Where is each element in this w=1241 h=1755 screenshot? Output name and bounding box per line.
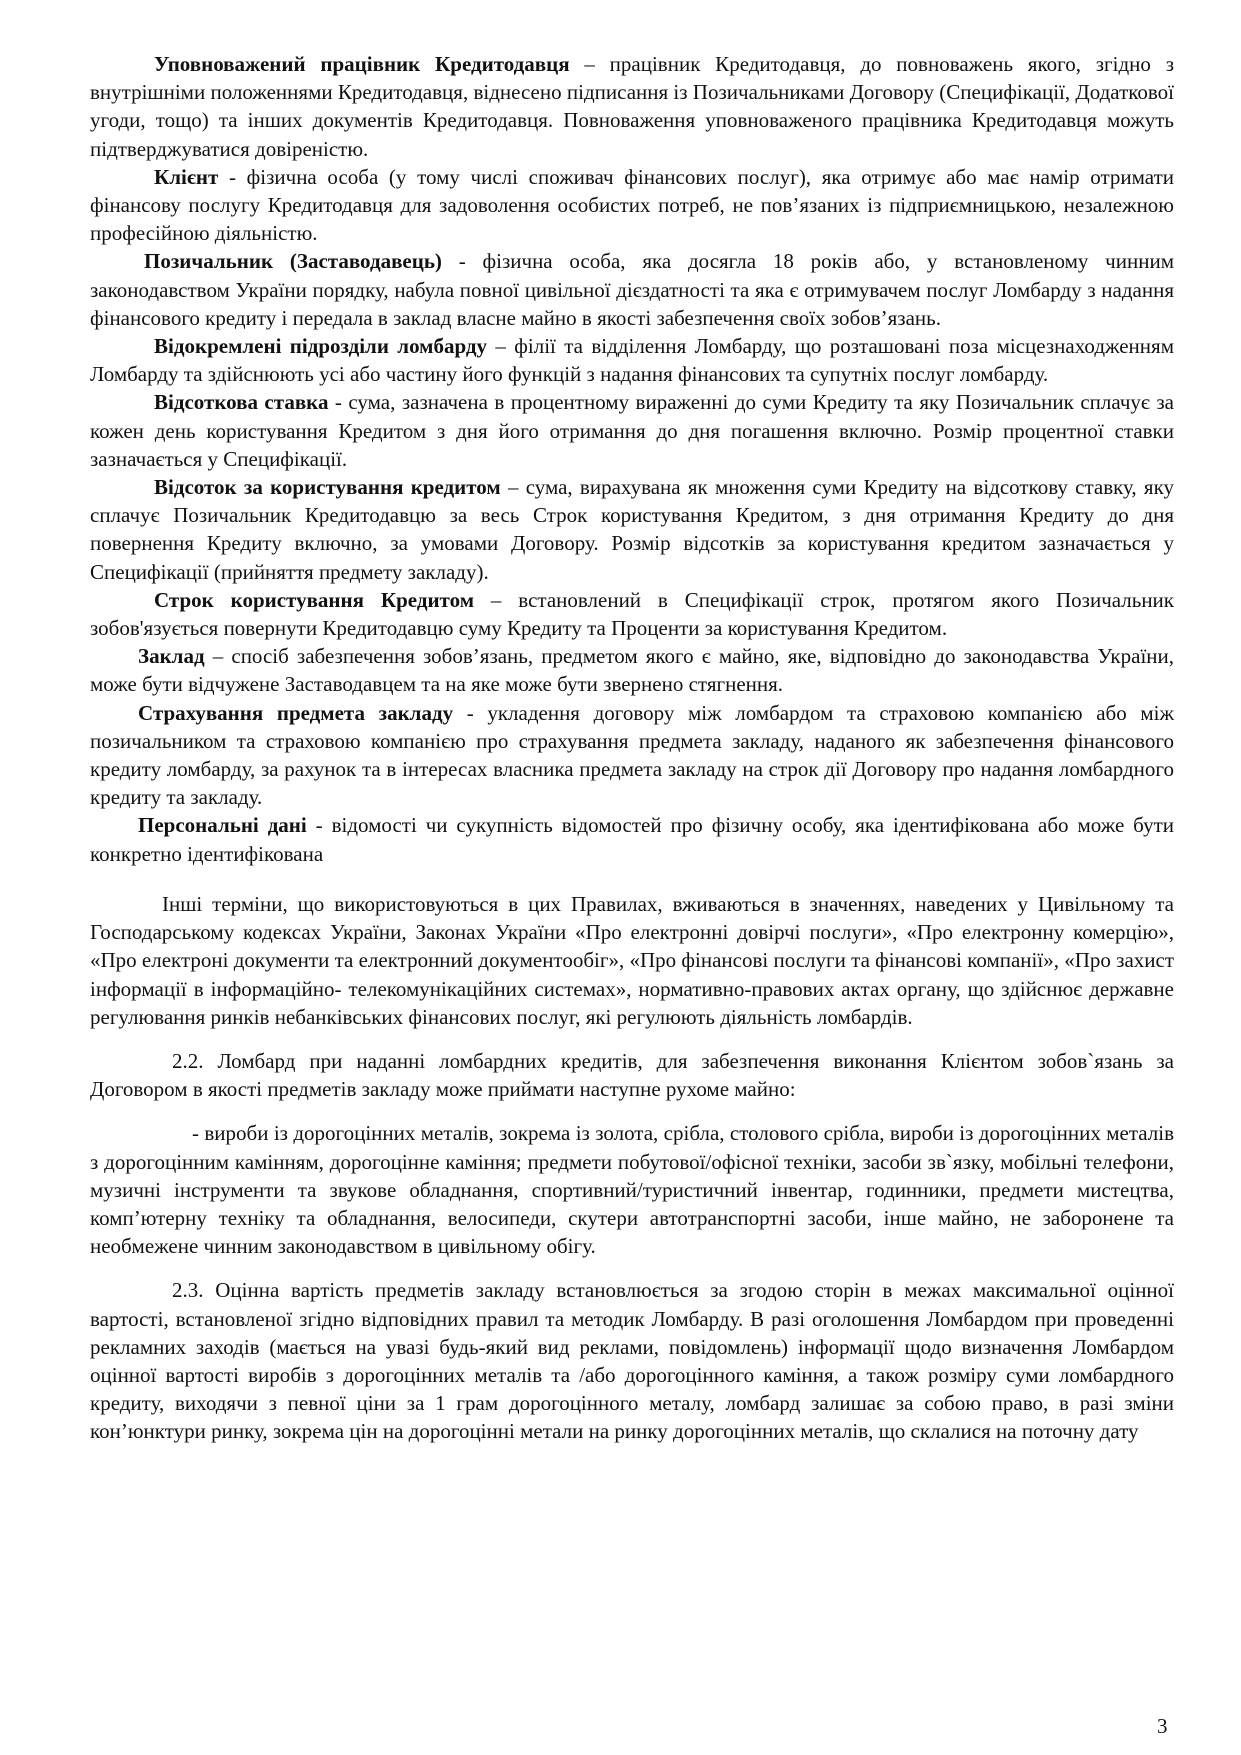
paragraph-2-3: 2.3. Оцінна вартість предметів закладу встановлюється за згодою сторін в межах максимальної оцінної вартості, встановленої згідно відповідних правил та методик Ломбарду. В разі оголошення Ломбардом при проведенні рекламних заходів (мається на увазі будь-який вид реклами, повідомлень) інформації щодо визначення Ломбардом оцінної вартості виробів з дорогоцінних металів та /або дорогоцінного каміння, а також розміру суми ломбардного кредиту, виходячи з певної ціни за 1 грам дорогоцінного металу, ломбард залишає за собою право, в разі зміни кон’юнктури ринку, зокрема цін на дорогоцінні метали на ринку дорогоцінних металів, що склалися на поточну дату — [90, 1278, 1174, 1444]
definition-text: – сума, вирахувана як множення суми Кредиту на відсоткову ставку, яку сплачує Позичальник Кредитодавцю за весь Строк користування Кредитом, з дня отримання Кредиту до дня повернення Кредиту включно, за умовами Договору. Розмір відсотків за користування кредитом зазначається у Специфікації (прийняття предмету закладу). — [90, 475, 1174, 584]
definition-term: Строк користування Кредитом — [154, 587, 474, 612]
definition-text: - сума, зазначена в процентному вираженні до суми Кредиту та яку Позичальник сплачує за кожен день користування Кредитом з дня його отримання до дня погашення включно. Розмір процентної ставки зазначається у Специфікації. — [90, 390, 1174, 471]
definition-term: Відсоткова ставка — [154, 390, 329, 415]
definition-interest-for-use — [90, 473, 1174, 586]
definition-text: – встановлений в Специфікації строк, протягом якого Позичальник зобов'язується повернути Кредитодавцю суму Кредиту та Проценти за користування Кредитом. — [90, 587, 1174, 641]
page-number: 3 — [1157, 1714, 1168, 1738]
definition-term: Персональні дані — [138, 813, 307, 838]
paragraph-other-terms: Інші терміни, що використовуються в цих Правилах, вживаються в значеннях, наведених у Цивільному та Господарському кодексах України, Законах України «Про електронні довірчі послуги», «Про електронну комерцію», «Про електроні документи та електронний документообіг», «Про фінансові послуги та фінансові компанії», «Про захист інформації в інформаційно- телекомунікаційних системах», нормативно-правових актах органу, що здійснює державне регулювання ринків небанківських фінансових послуг, які регулюють діяльність ломбардів. — [90, 891, 1174, 1029]
definition-text: - відомості чи сукупність відомостей про фізичну особу, яка ідентифікована або може бути конкретно ідентифікована — [90, 813, 1174, 866]
definition-term: Уповноважений працівник Кредитодавця — [154, 52, 570, 76]
paragraph-2-2: 2.2. Ломбард при наданні ломбардних кредитів, для забезпечення виконання Клієнтом зобов`язань за Договором в якості предметів закладу може приймати наступне рухоме майно: — [90, 1048, 1174, 1102]
definition-term: Заклад — [138, 644, 205, 669]
definition-personal-data — [90, 811, 1174, 867]
paragraph-2-2-list: - вироби із дорогоцінних металів, зокрема із золота, срібла, столового срібла, вироби із дорогоцінних металів з дорогоцінним камінням, дорогоцінне каміння; предмети побутової/офісної техніки, засоби зв`язку, мобільні телефони, музичні інструменти та звукове обладнання, спортивний/туристичний інвентар, годинники, предмети мистецтва, комп’ютерну техніку та обладнання, велосипеди, скутери автотранспортні засоби, інше майно, не заборонене та необмежене чинним законодавством в цивільному обігу. — [90, 1121, 1174, 1259]
definition-term: Страхування предмета закладу — [138, 700, 454, 725]
definition-text: - фізична особа (у тому числі споживач фінансових послуг), яка отримує або має намір отримати фінансову послугу Кредитодавця для задоволення особистих потреб, не пов’язаних із підприємницькою, незалежною професійною діяльністю. — [90, 164, 1174, 246]
definition-borrower — [90, 247, 1174, 332]
definition-pledge-insurance — [90, 699, 1174, 812]
definition-term: Відокремлені підрозділи ломбарду — [154, 334, 488, 359]
definition-text: – філії та відділення Ломбарду, що розташовані поза місцезнаходженням Ломбарду та здійснюють усі або частину його функцій з надання фінансових та супутніх послуг ломбарду. — [90, 334, 1174, 387]
page-content — [90, 50, 1174, 1446]
definition-separate-divisions — [90, 332, 1174, 388]
definition-term: Клієнт — [154, 164, 219, 189]
definition-text: – працівник Кредитодавця, до повноважень якого, згідно з внутрішніми положеннями Кредитодавця, віднесено підписання із Позичальниками Договору (Специфікації, Додаткової угоди, тощо) та інших документів Кредитодавця. Повноваження уповноваженого працівника Кредитодавця можуть підтверджуватися довіреністю. — [90, 52, 1174, 161]
definition-credit-term — [90, 586, 1174, 642]
definition-text: – спосіб забезпечення зобов’язань, предметом якого є майно, яке, відповідно до законодавства України, може бути відчужене Заставодавцем та на яке може бути звернено стягнення. — [90, 644, 1174, 697]
definition-text: - укладення договору між ломбардом та страховою компанією або між позичальником та страховою компанією про страхування предмета закладу, наданого як забезпечення фінансового кредиту ломбарду, за рахунок та в інтересах власника предмета закладу на строк дії Договору про надання ломбардного кредиту та закладу. — [90, 700, 1175, 810]
definition-pledge — [90, 642, 1174, 698]
definition-term: Позичальник (Заставодавець) — [144, 249, 442, 274]
definition-interest-rate — [90, 388, 1174, 473]
definition-text: - фізична особа, яка досягла 18 років або, у встановленому чинним законодавством України порядку, набула повної цивільної дієздатності та яка є отримувачем послуг Ломбарду з надання фінансового кредиту і передала в заклад власне майно в якості забезпечення своїх зобов’язань. — [90, 249, 1174, 330]
definition-authorized-employee — [90, 50, 1174, 163]
definition-client — [90, 163, 1174, 248]
definition-term: Відсоток за користування кредитом — [154, 475, 501, 500]
